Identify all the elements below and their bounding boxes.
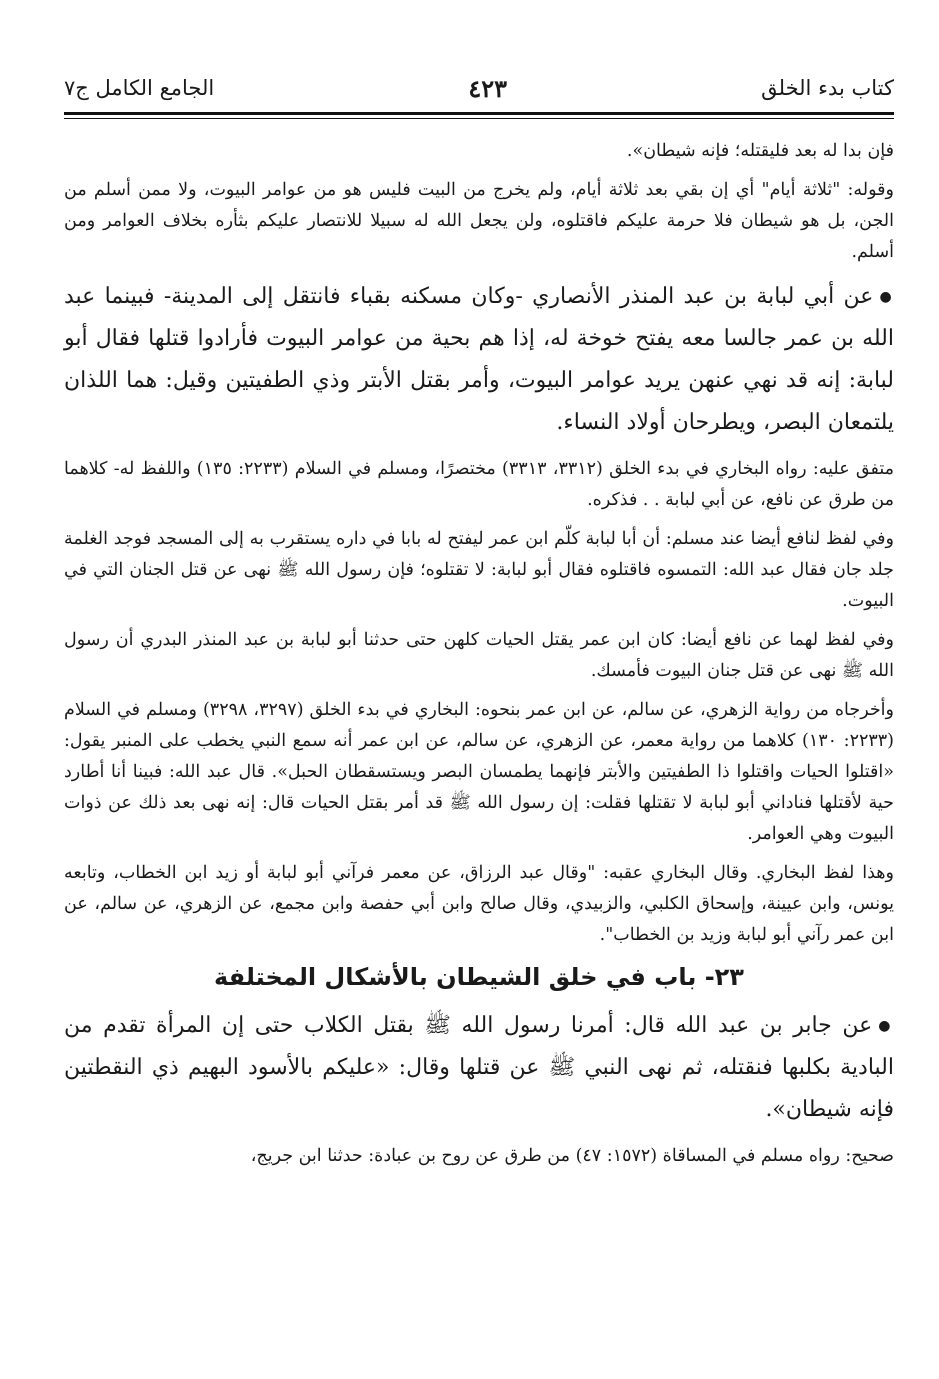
- paragraph: وهذا لفظ البخاري. وقال البخاري عقبه: "وقال عبد الرزاق، عن معمر فرآني أبو لبابة أو زيد ابن الخطاب، وتابعه يونس، وابن عيينة، وإسحاق الكلبي، والزبيدي، وقال صالح وابن أبي حفصة وابن مجمع، عن الزهري، عن سالم، عن ابن عمر رآني أبو لبابة وزيد بن الخطاب".: [64, 863, 894, 945]
- bullet-icon: ●: [879, 289, 894, 305]
- paragraph: صحيح: رواه مسلم في المساقاة (١٥٧٢: ٤٧) من طرق عن روح بن عبادة: حدثنا ابن جريج،: [250, 1146, 894, 1166]
- paragraph: وقوله: "ثلاثة أيام" أي إن بقي بعد ثلاثة أيام، ولم يخرج من البيت فليس هو من عوامر البيوت، ولا ممن أسلم من الجن، بل هو شيطان فلا حرمة عليكم فاقتلوه، ولن يجعل الله له سبيلا للانتصار عليكم بثأره بخلاف العوامر ومن أسلم.: [64, 180, 894, 262]
- paragraph: وفي لفظ لنافع أيضا عند مسلم: أن أبا لبابة كلّم ابن عمر ليفتح له بابا في داره يستقرب به إلى المسجد فوجد الغلمة جلد جان فقال عبد الله: التمسوه فاقتلوه فقال أبو لبابة: لا تقتلوه؛ فإن رسول الله ﷺ نهى عن قتل الجنان التي في البيوت.: [64, 529, 894, 611]
- section-heading: ٢٣- باب في خلق الشيطان بالأشكال المختلفة: [214, 963, 744, 991]
- running-header: [64, 70, 894, 106]
- page-body: [64, 136, 894, 1180]
- hadith-text: عن جابر بن عبد الله قال: أمرنا رسول الله ﷺ بقتل الكلاب حتى إن المرأة تقدم من البادية بكلبها فنقتله، ثم نهى النبي ﷺ عن قتلها وقال: «عليكم بالأسود البهيم ذي النقطتين فإنه شيطان».: [64, 1013, 894, 1122]
- header-rule-thin: [64, 118, 894, 119]
- bullet-icon: ●: [878, 1018, 894, 1034]
- hadith-paragraph: [64, 1005, 894, 1131]
- paragraph: متفق عليه: رواه البخاري في بدء الخلق (٣٣١٢، ٣٣١٣) مختصرًا، ومسلم في السلام (٢٢٣٣: ١٣٥) واللفظ له- كلاهما من طرق عن نافع، عن أبي لبابة . . فذكره.: [64, 459, 895, 510]
- paragraph: وأخرجاه من رواية الزهري، عن سالم، عن ابن عمر بنحوه: البخاري في بدء الخلق (٣٢٩٧، ٣٢٩٨) ومسلم في السلام (٢٢٣٣: ١٣٠) كلاهما من رواية معمر، عن الزهري، عن سالم، عن ابن عمر أنه سمع النبي يخطب على المنبر يقول: «اقتلوا الحيات واقتلوا ذا الطفيتين والأبتر فإنهما يطمسان البصر ويستسقطان الحبل». قال عبد الله: فبينا أنا أطارد حية لأقتلها فناداني أبو لبابة لا تقتلها فقلت: إن رسول الله ﷺ قد أمر بقتل الحيات قال: إنه نهى بعد ذلك عن ذوات البيوت وهي العوامر.: [64, 700, 894, 844]
- chapter-title: كتاب بدء الخلق: [761, 76, 894, 100]
- paragraph: فإن بدا له بعد فليقتله؛ فإنه شيطان».: [626, 141, 894, 161]
- header-rule-thick: [64, 112, 894, 115]
- paragraph: وفي لفظ لهما عن نافع أيضا: كان ابن عمر يقتل الحيات كلهن حتى حدثنا أبو لبابة بن عبد المنذر البدري أن رسول الله ﷺ نهى عن قتل جنان البيوت فأمسك.: [64, 630, 894, 681]
- hadith-paragraph: [64, 276, 894, 444]
- hadith-text: عن أبي لبابة بن عبد المنذر الأنصاري -وكان مسكنه بقباء فانتقل إلى المدينة- فبينما عبد الله بن عمر جالسا معه يفتح خوخة له، إذا هم بحية من عوامر البيوت فأرادوا قتلها فقال أبو لبابة: إنه قد نهي عنهن يريد عوامر البيوت، وأمر بقتل الأبتر وذي الطفيتين وقيل: هما اللذان يلتمعان البصر، ويطرحان أولاد النساء.: [64, 284, 894, 435]
- book-title: الجامع الكامل ج٧: [64, 76, 215, 100]
- page-number: ٤٢٣: [468, 73, 507, 103]
